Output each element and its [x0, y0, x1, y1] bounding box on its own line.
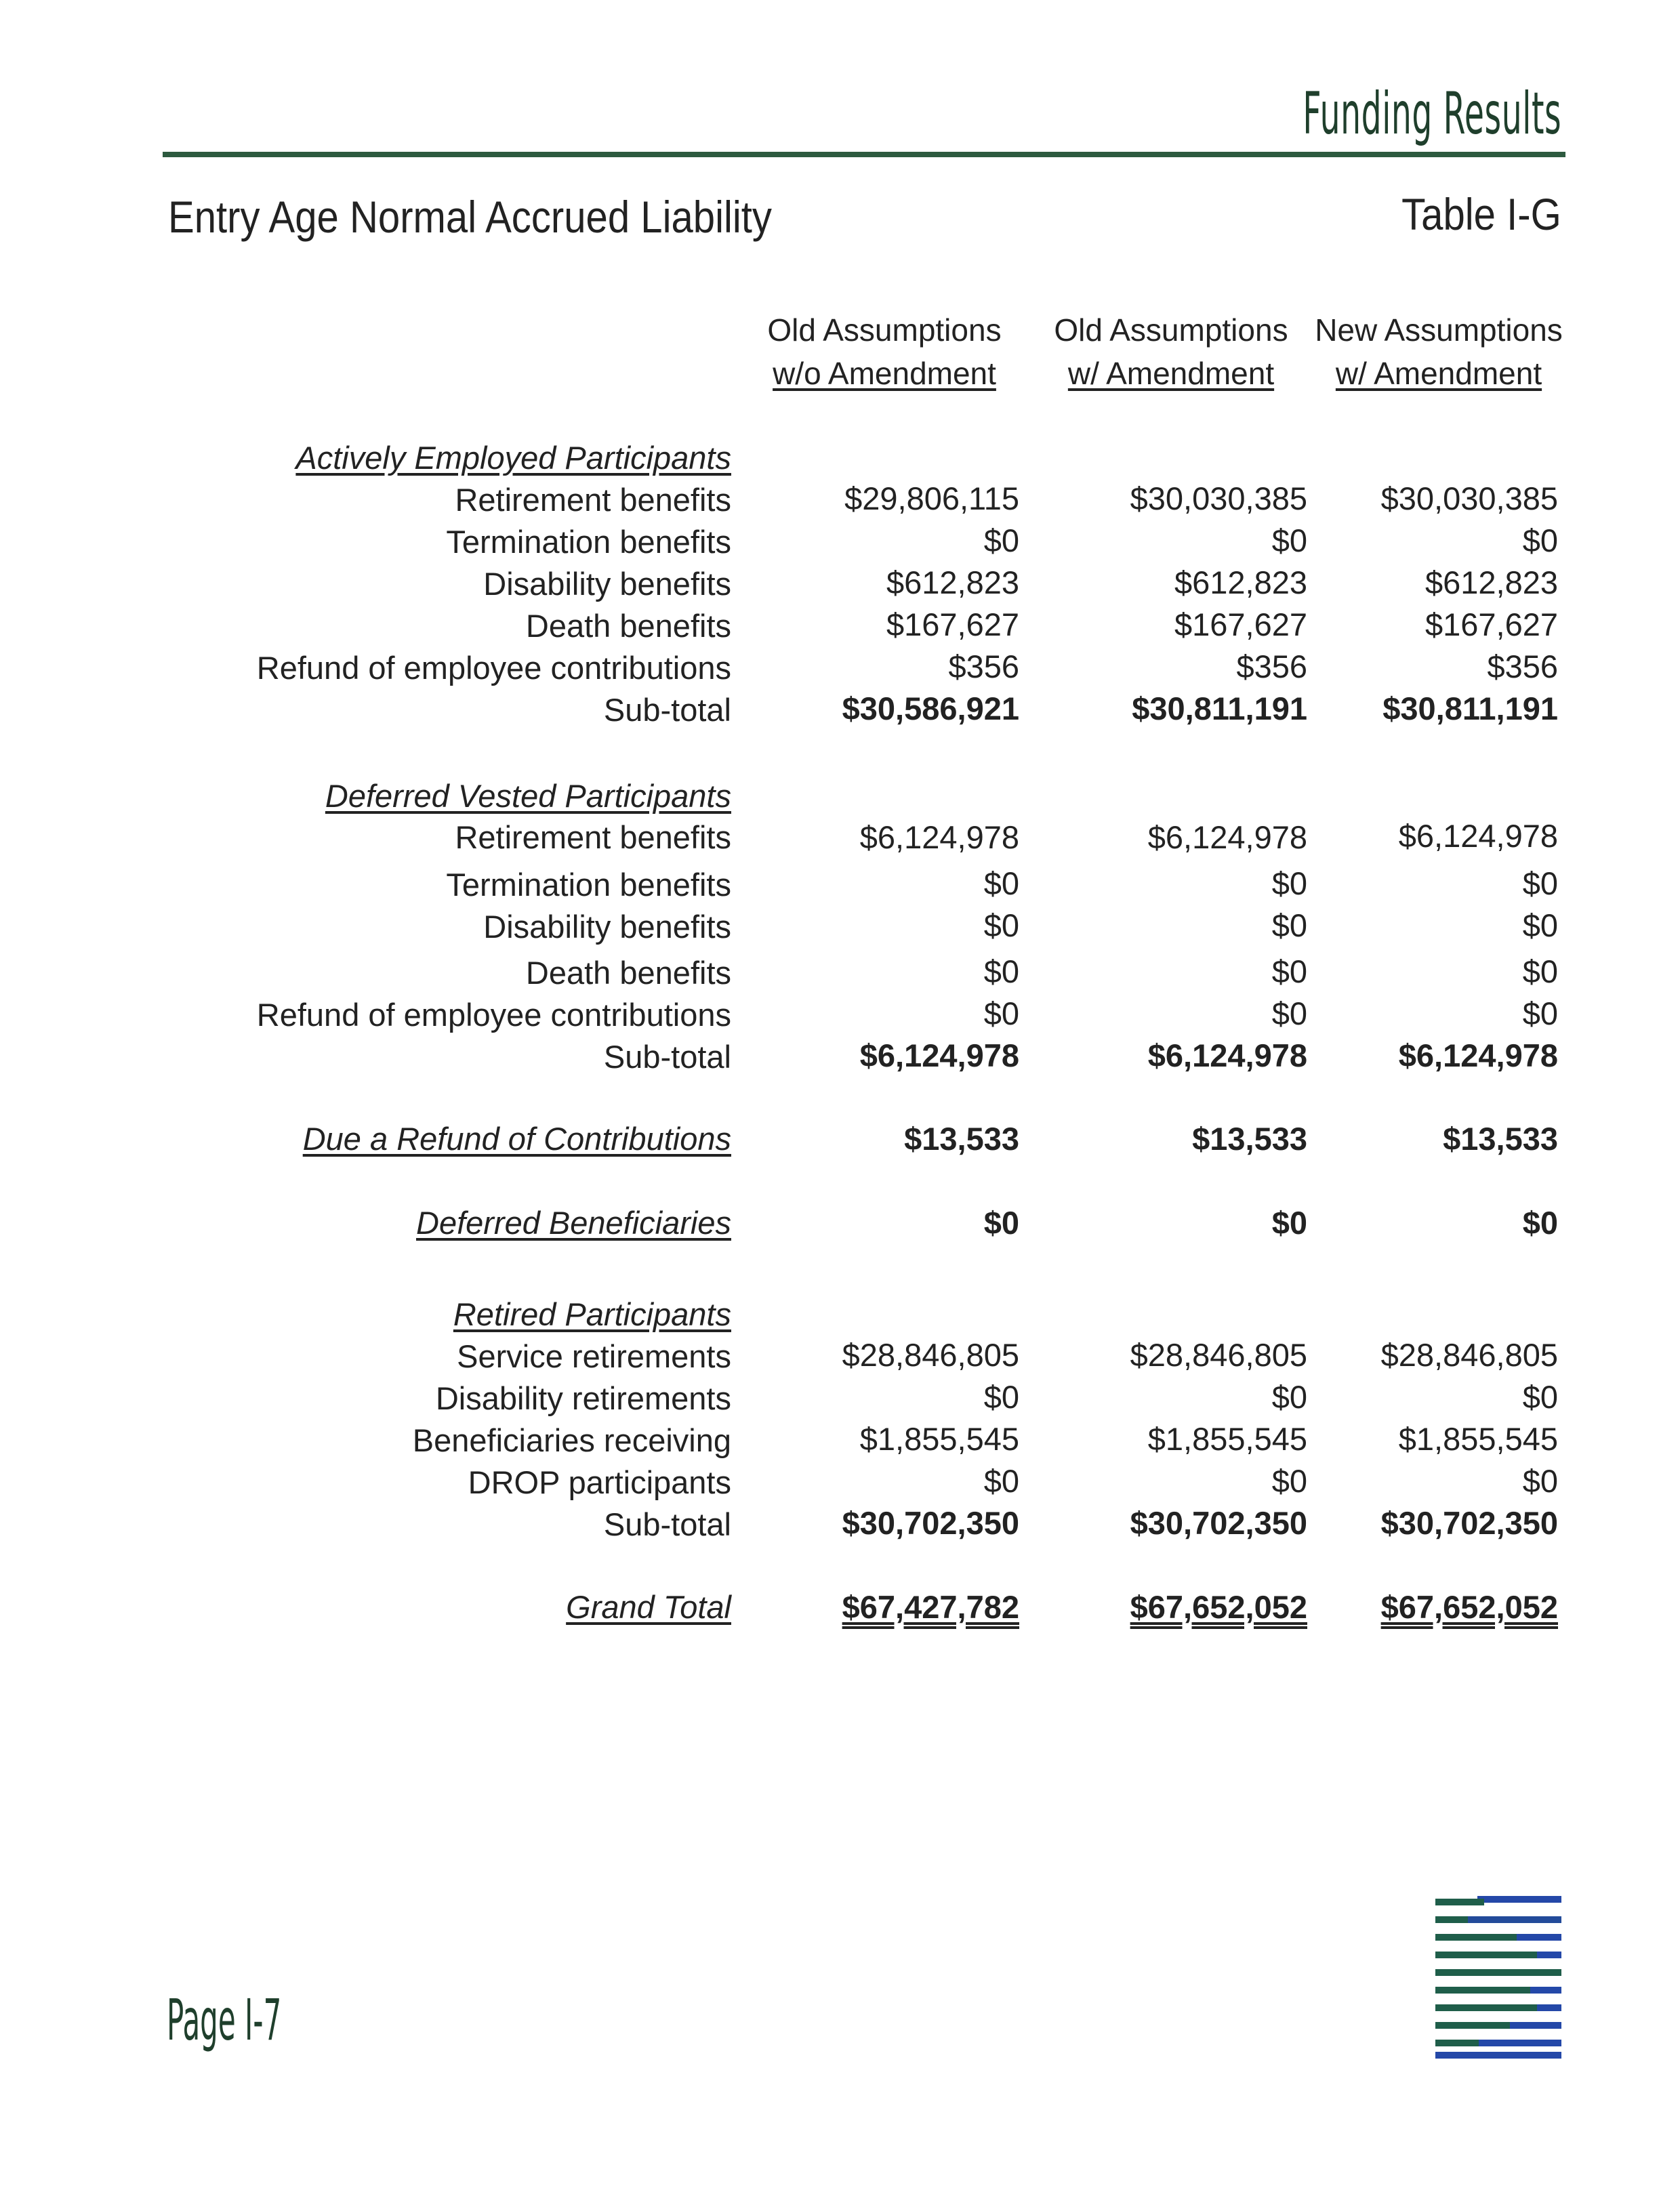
table-cell: $0: [983, 1379, 1019, 1415]
row-label: Service retirements: [457, 1338, 731, 1374]
row-label: Refund of employee contributions: [256, 650, 731, 686]
table-cell: $167,627: [1174, 606, 1307, 642]
table-cell: $0: [1271, 865, 1307, 901]
subtotal-cell: $30,811,191: [1382, 690, 1558, 726]
grand-total-cell: $67,652,052: [1130, 1589, 1307, 1625]
row-label: Termination benefits: [446, 524, 731, 560]
page-number: Page I-7: [167, 1987, 282, 2053]
subtotal-cell: $30,586,921: [842, 690, 1019, 726]
group-heading-deferred-beneficiaries: Deferred Beneficiaries: [416, 1205, 731, 1241]
table-cell: $167,627: [886, 606, 1019, 642]
column-header-1-line1: Old Assumptions: [767, 312, 1002, 348]
striped-s-logo-icon: [1435, 1896, 1561, 2059]
table-cell: $0: [1522, 865, 1558, 901]
table-cell: $0: [1522, 1463, 1558, 1499]
table-cell: $28,846,805: [842, 1337, 1019, 1373]
table-cell: $167,627: [1425, 606, 1558, 642]
table-cell: $1,855,545: [1398, 1421, 1558, 1457]
table-cell: $13,533: [904, 1121, 1019, 1157]
column-header-1-line2: w/o Amendment: [773, 356, 996, 391]
column-header-3-line1: New Assumptions: [1315, 312, 1563, 348]
section-tag: Funding Results: [1303, 80, 1561, 148]
table-cell: $0: [1522, 995, 1558, 1031]
table-cell: $28,846,805: [1380, 1337, 1558, 1373]
table-cell: $0: [1271, 907, 1307, 943]
row-label: DROP participants: [468, 1464, 731, 1500]
table-cell: $13,533: [1443, 1121, 1558, 1157]
grand-total-cell: $67,427,782: [842, 1589, 1019, 1625]
table-cell: $612,823: [1174, 564, 1307, 600]
grand-total-cell: $67,652,052: [1380, 1589, 1558, 1625]
column-header-2-line2: w/ Amendment: [1067, 356, 1275, 391]
subtotal-cell: $6,124,978: [859, 1037, 1019, 1073]
group-heading-retired: Retired Participants: [453, 1296, 731, 1332]
table-cell: $0: [1522, 1205, 1558, 1241]
table-cell: $0: [983, 953, 1019, 989]
table-cell: $0: [983, 1463, 1019, 1499]
row-label: Death benefits: [525, 608, 731, 644]
subtotal-cell: $30,702,350: [1130, 1505, 1307, 1541]
table-cell: $28,846,805: [1130, 1337, 1307, 1373]
table-cell: $0: [1522, 953, 1558, 989]
column-header-3: [1303, 308, 1574, 395]
row-label: Retirement benefits: [455, 482, 731, 518]
table-cell: $0: [1522, 1379, 1558, 1415]
subtotal-label: Sub-total: [603, 1039, 731, 1075]
table-cell: $0: [1522, 522, 1558, 558]
table-cell: $0: [1271, 522, 1307, 558]
table-cell: $30,030,385: [1130, 480, 1307, 516]
row-label: Disability retirements: [435, 1380, 731, 1416]
table-cell: $0: [983, 865, 1019, 901]
table-cell: $0: [1271, 1379, 1307, 1415]
table-cell: $13,533: [1192, 1121, 1307, 1157]
row-label: Termination benefits: [446, 867, 731, 903]
row-label: Disability benefits: [483, 566, 731, 602]
grand-total-label: Grand Total: [566, 1589, 731, 1625]
table-cell: $29,806,115: [844, 480, 1019, 516]
subtotal-label: Sub-total: [603, 692, 731, 728]
subtotal-cell: $30,702,350: [842, 1505, 1019, 1541]
subtotal-label: Sub-total: [603, 1506, 731, 1542]
column-header-2: [1036, 308, 1307, 395]
subtotal-cell: $30,702,350: [1380, 1505, 1558, 1541]
table-cell: $0: [1271, 1463, 1307, 1499]
table-cell: $6,124,978: [1398, 818, 1558, 854]
row-label: Retirement benefits: [455, 819, 731, 855]
column-header-2-line1: Old Assumptions: [1054, 312, 1288, 348]
row-label: Death benefits: [525, 955, 731, 991]
table-cell: $0: [1271, 1205, 1307, 1241]
table-cell: $6,124,978: [1147, 819, 1307, 855]
group-heading-deferred-vested: Deferred Vested Participants: [325, 778, 731, 814]
table-id: Table I-G: [1401, 189, 1561, 239]
table-cell: $356: [948, 648, 1019, 684]
table-cell: $356: [1236, 648, 1307, 684]
table-cell: $0: [983, 522, 1019, 558]
table-cell: $30,030,385: [1380, 480, 1558, 516]
row-label: Refund of employee contributions: [256, 997, 731, 1033]
table-cell: $0: [1271, 953, 1307, 989]
table-cell: $0: [1271, 995, 1307, 1031]
table-cell: $6,124,978: [859, 819, 1019, 855]
row-label: Beneficiaries receiving: [412, 1422, 731, 1458]
group-heading-due-refund: Due a Refund of Contributions: [302, 1121, 731, 1157]
subtotal-cell: $6,124,978: [1398, 1037, 1558, 1073]
table-cell: $1,855,545: [859, 1421, 1019, 1457]
table-cell: $356: [1487, 648, 1558, 684]
table-cell: $0: [983, 995, 1019, 1031]
table-cell: $612,823: [886, 564, 1019, 600]
group-heading-actively-employed: Actively Employed Participants: [295, 440, 731, 476]
column-header-3-line2: w/ Amendment: [1335, 356, 1542, 391]
table-cell: $0: [983, 907, 1019, 943]
page-title: Entry Age Normal Accrued Liability: [168, 192, 772, 242]
table-cell: $612,823: [1425, 564, 1558, 600]
subtotal-cell: $30,811,191: [1132, 690, 1307, 726]
table-cell: $1,855,545: [1147, 1421, 1307, 1457]
header-rule: [163, 152, 1565, 157]
table-cell: $0: [1522, 907, 1558, 943]
subtotal-cell: $6,124,978: [1147, 1037, 1307, 1073]
column-header-1: [749, 308, 1020, 395]
row-label: Disability benefits: [483, 909, 731, 945]
table-cell: $0: [983, 1205, 1019, 1241]
